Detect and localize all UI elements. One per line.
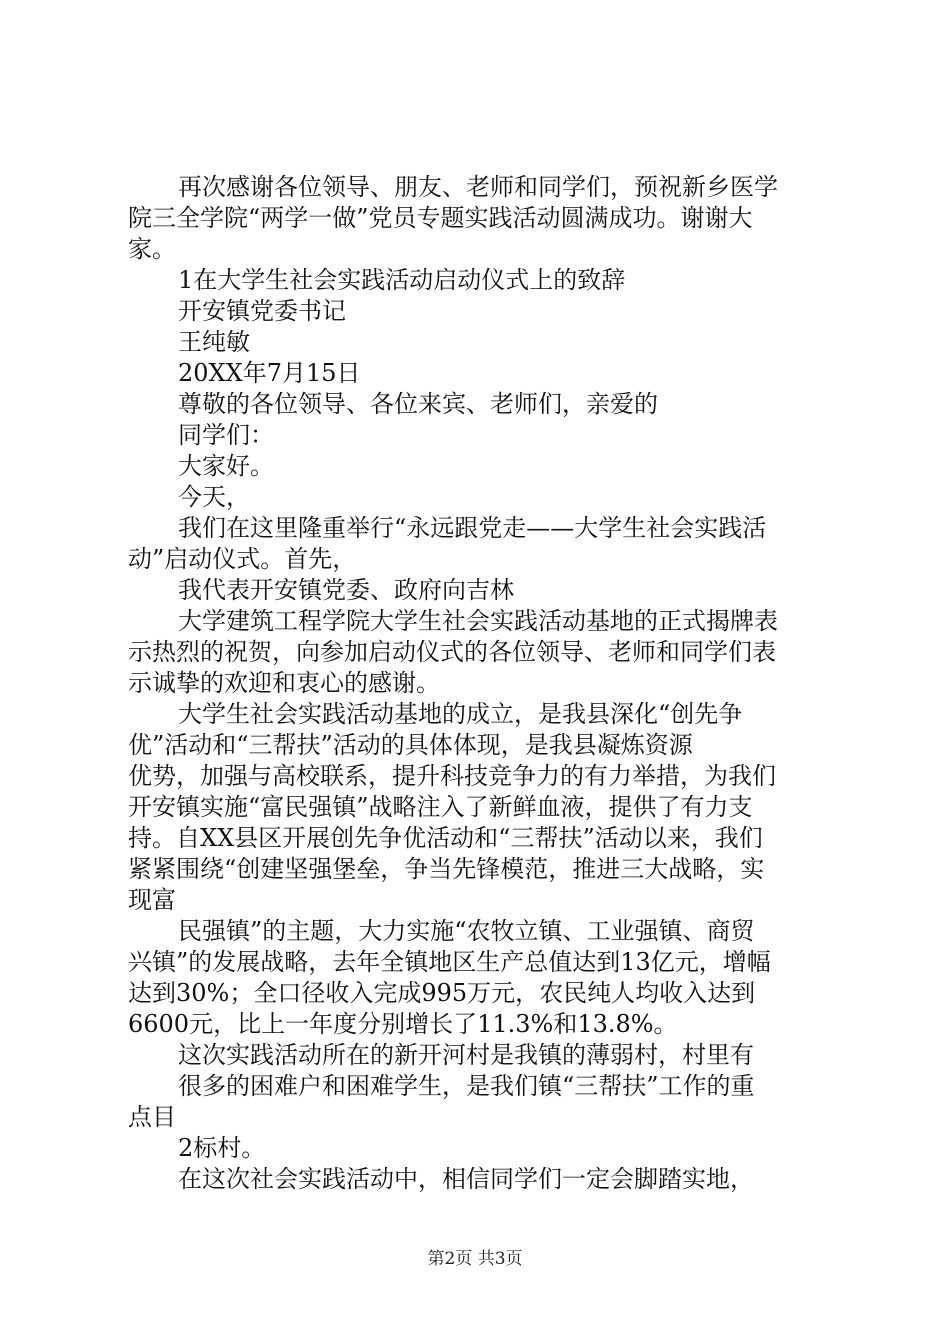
- salutation: 尊敬的各位领导、各位来宾、老师们，亲爱的: [178, 390, 658, 418]
- text-line: 优”活动和“三帮扶”活动的具体体现，是我县凝炼资源: [128, 731, 693, 759]
- text-line: 现富: [128, 886, 176, 914]
- text-line: 6600元，比上一年度分别增长了11.3%和13.8%。: [128, 1010, 678, 1038]
- text-line: 动”启动仪式。首先，: [128, 545, 357, 573]
- text-line: 示诚挚的欢迎和衷心的感谢。: [128, 669, 440, 697]
- text-line: 很多的困难户和困难学生，是我们镇“三帮扶”工作的重: [178, 1072, 755, 1100]
- text-line: 院三全学院“两学一做”党员专题实践活动圆满成功。谢谢大: [128, 204, 753, 232]
- text-line: 家。: [128, 235, 176, 263]
- greeting: 大家好。: [178, 452, 274, 480]
- page-footer: 第2页 共3页: [427, 1249, 523, 1269]
- text-line: 示热烈的祝贺，向参加启动仪式的各位领导、老师和同学们表: [128, 638, 776, 666]
- text-line: 紧紧围绕“创建坚强堡垒，争当先锋模范，推进三大战略，实: [128, 855, 765, 883]
- text-line: 我代表开安镇党委、政府向吉林: [178, 576, 514, 604]
- speech-date: 20XX年7月15日: [178, 359, 361, 387]
- text-line: 2标村。: [178, 1134, 266, 1162]
- text-line: 我们在这里隆重举行“永远跟党走——大学生社会实践活: [178, 514, 767, 542]
- speaker-name: 王纯敏: [178, 328, 250, 356]
- text-line: 今天，: [178, 483, 250, 511]
- text-line: 再次感谢各位领导、朋友、老师和同学们，预祝新乡医学: [178, 173, 778, 201]
- text-line: 点目: [128, 1103, 176, 1131]
- text-line: 优势，加强与高校联系，提升科技竞争力的有力举措，为我们: [128, 762, 776, 790]
- text-line: 持。自XX县区开展创先争优活动和“三帮扶”活动以来，我们: [128, 824, 763, 852]
- text-line: 兴镇”的发展战略，去年全镇地区生产总值达到13亿元，增幅: [128, 948, 771, 976]
- document-body: [128, 172, 838, 1195]
- text-line: 开安镇实施“富民强镇”战略注入了新鲜血液，提供了有力支: [128, 793, 753, 821]
- speech-title: 1在大学生社会实践活动启动仪式上的致辞: [178, 266, 626, 294]
- text-line: 大学生社会实践活动基地的成立，是我县深化“创先争: [178, 700, 743, 728]
- text-line: 在这次社会实践活动中，相信同学们一定会脚踏实地，: [178, 1165, 754, 1193]
- text-line: 这次实践活动所在的新开河村是我镇的薄弱村，村里有: [178, 1041, 754, 1069]
- text-line: 大学建筑工程学院大学生社会实践活动基地的正式揭牌表: [178, 607, 778, 635]
- text-line: 民强镇”的主题，大力实施“农牧立镇、工业强镇、商贸: [178, 917, 755, 945]
- text-line: 达到30%；全口径收入完成995万元，农民纯人均收入达到: [128, 979, 756, 1007]
- salutation: 同学们：: [178, 421, 274, 449]
- speaker-position: 开安镇党委书记: [178, 297, 346, 325]
